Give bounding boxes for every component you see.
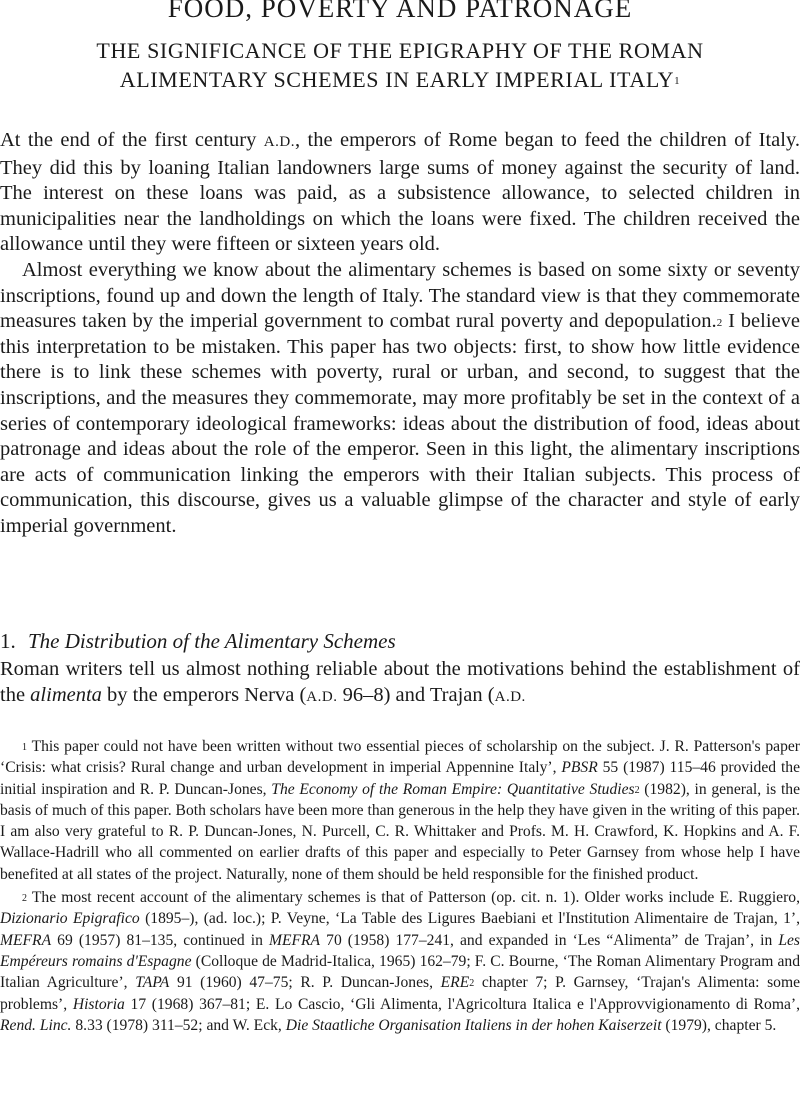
- subtitle-line-1: THE SIGNIFICANCE OF THE EPIGRAPHY OF THE ROMAN: [96, 38, 704, 63]
- subtitle-line-2: [0, 65, 800, 94]
- footnote-1: [0, 736, 800, 885]
- fn2-italic: Les Empéreurs romains d'Espagne: [0, 931, 800, 970]
- era-abbrev: A.D.: [494, 688, 526, 705]
- fn1-text: 55 (1987) 115–46 provided the initial inspiration and R. P. Duncan-Jones,: [0, 759, 800, 798]
- footnotes: [0, 736, 800, 1036]
- fn2-italic: Historia: [72, 995, 125, 1013]
- fn2-superscript: 2: [469, 978, 475, 990]
- fn2-text: (1979), chapter 5.: [661, 1016, 777, 1034]
- section-text-c: 96–8) and Trajan (: [337, 683, 495, 706]
- section-body: [0, 657, 800, 710]
- section-paragraph: [0, 657, 800, 710]
- fn2-italic: Dizionario Epigrafico: [0, 910, 140, 928]
- fn2-text: 70 (1958) 177–241, and expanded in ‘Les “Alimenta” de Trajan’, in: [320, 931, 779, 949]
- fn2-italic: Die Staatliche Organisation Italiens in der hohen Kaiserzeit: [285, 1016, 662, 1034]
- fn2-italic: MEFRA: [0, 931, 52, 949]
- fn2-italic: TAPA: [135, 974, 170, 992]
- fn2-italic: Rend. Linc.: [0, 1016, 72, 1034]
- section-number: 1.: [0, 629, 16, 653]
- footnote-2: [0, 887, 800, 1036]
- fn2-italic: ERE: [440, 974, 470, 992]
- fn2-text: chapter 7; P. Garnsey, ‘Trajan's Alimenta: some problems’,: [0, 974, 800, 1013]
- para1-text-b: , the emperors of Rome began to feed the children of Italy. They did this by loaning Italian landowners large sums of money against the security of land. The interest on these loans was paid, as a subsistence allowance, to selected children in municipalities near the landholdings on which the loans were fixed. The children received the allowance until they were fifteen or sixteen years old.: [0, 129, 800, 256]
- fn1-text: This paper could not have been written without two essential pieces of scholarship on the subject. J. R. Patterson's paper ‘Crisis: what crisis? Rural change and urban development in imperial Appennine Italy’,: [0, 738, 800, 777]
- fn1-italic: PBSR: [561, 759, 598, 777]
- para2-text-b: I believe this interpretation to be mistaken. This paper has two objects: first, to show how little evidence there is to link these schemes with poverty, rural or urban, and second, to suggest that the inscriptions, and the measures they commemorate, may more profitably be set in the context of a series of contemporary ideological frameworks: ideas about the distribution of food, ideas about patronage and ideas about the role of the emperor. Seen in this light, the alimentary inscriptions are acts of communication linking the emperors with their Italian subjects. This process of communication, this discourse, gives us a valuable glimpse of the character and style of early imperial government.: [0, 310, 800, 537]
- fn1-superscript: 2: [634, 784, 640, 796]
- section-title: The Distribution of the Alimentary Schemes: [28, 629, 396, 653]
- fn2-text: The most recent account of the alimentary schemes is that of Patterson (op. cit. n. 1). Older works include E. Ruggiero,: [27, 889, 800, 907]
- footnote-2-number: 2: [22, 893, 27, 905]
- para1-text-a: At the end of the first century: [0, 129, 264, 151]
- paragraph-2: [0, 258, 800, 540]
- era-abbrev: A.D.: [263, 134, 295, 150]
- fn2-text: 17 (1968) 367–81; E. Lo Cascio, ‘Gli Alimenta, l'Agricoltura Italica e l'Approvvigionamento di Roma’,: [124, 995, 800, 1013]
- section-heading: [0, 628, 800, 654]
- fn1-italic: The Economy of the Roman Empire: Quantitative Studies: [271, 780, 635, 798]
- footnote-ref-1[interactable]: 1: [674, 75, 681, 87]
- subtitle-line-2-text: ALIMENTARY SCHEMES IN EARLY IMPERIAL ITALY: [119, 67, 675, 92]
- section-italic-alimenta: alimenta: [30, 683, 102, 706]
- fn2-text: (1895–), (ad. loc.); P. Veyne, ‘La Table des Ligures Baebiani et l'Institution Alimentaire de Trajan, 1’,: [139, 910, 800, 928]
- fn2-text: 69 (1957) 81–135, continued in: [51, 931, 269, 949]
- article-title: FOOD, POVERTY AND PATRONAGE: [167, 0, 633, 23]
- body-text: [0, 128, 800, 540]
- footnote-1-number: 1: [22, 742, 27, 753]
- fn2-text: 91 (1960) 47–75; R. P. Duncan-Jones,: [169, 974, 441, 992]
- section-text-b: by the emperors Nerva (: [101, 683, 307, 706]
- section-text-a: Roman writers tell us almost nothing reliable about the motivations behind the establishment of the: [0, 658, 800, 706]
- fn2-italic: MEFRA: [268, 931, 321, 949]
- era-abbrev: A.D.: [306, 688, 338, 705]
- footnote-ref-2[interactable]: 2: [716, 317, 723, 330]
- fn2-text: 8.33 (1978) 311–52; and W. Eck,: [71, 1016, 286, 1034]
- fn1-text: (1982), in general, is the basis of much of this paper. Both scholars have been more than generous in the help they have given in the writing of this paper. I am also very grateful to R. P. Duncan-Jones, N. Purcell, C. R. Whittaker and Profs. M. H. Crawford, K. Hopkins and A. F. Wallace-Hadrill who all commented on earlier drafts of this paper and especially to Peter Garnsey from whose help I have benefited at all states of the project. Naturally, none of them should be held responsible for the finished product.: [0, 780, 800, 883]
- article-subtitle: [0, 36, 800, 94]
- paragraph-1: [0, 128, 800, 258]
- fn2-text: (Colloque de Madrid-Italica, 1965) 162–79; F. C. Bourne, ‘The Roman Alimentary Program and Italian Agriculture’,: [0, 952, 800, 992]
- para2-text-a: Almost everything we know about the alimentary schemes is based on some sixty or seventy inscriptions, found up and down the length of Italy. The standard view is that they commemorate measures taken by the imperial government to combat rural poverty and depopulation.: [0, 258, 800, 333]
